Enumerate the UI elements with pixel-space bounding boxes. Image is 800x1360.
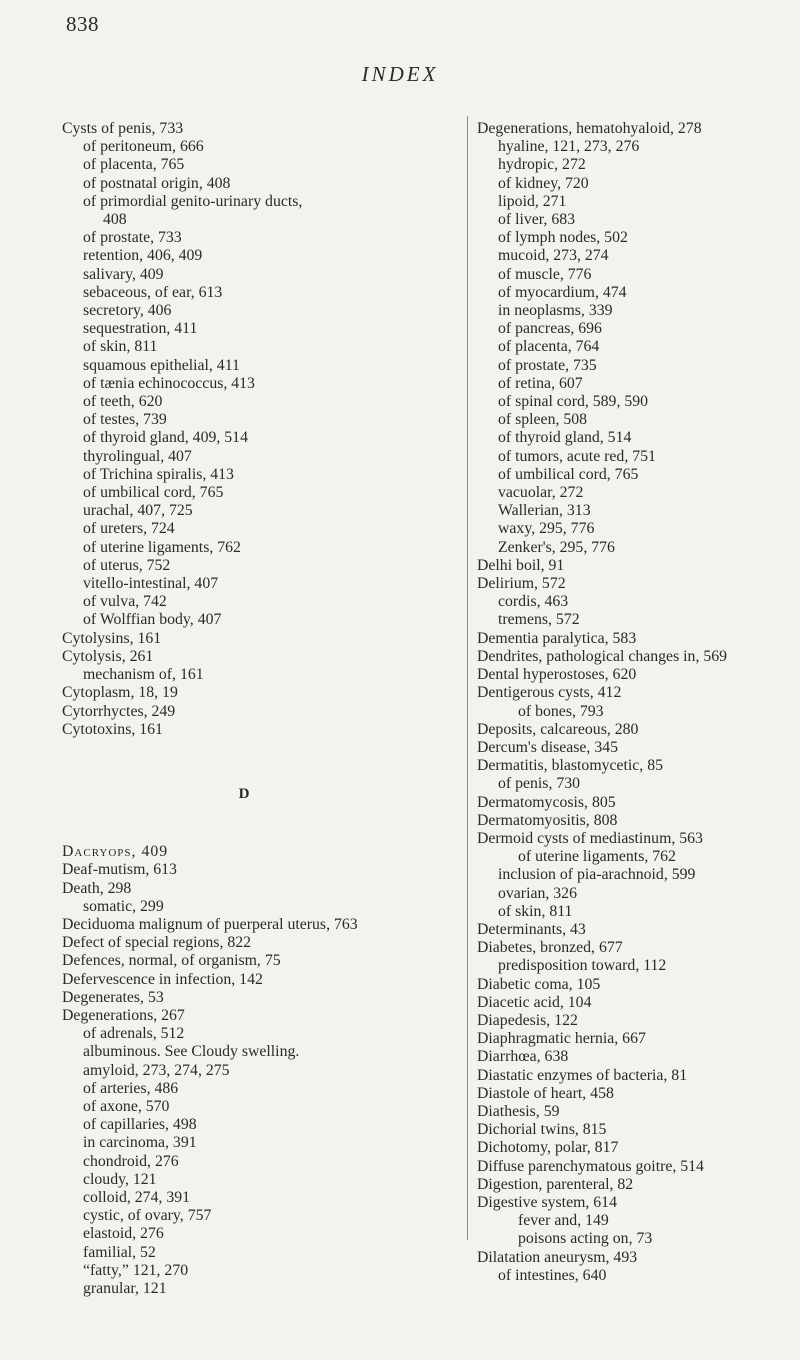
index-entry: of uterus, 752 (83, 556, 171, 574)
index-entry: cystic, of ovary, 757 (83, 1207, 212, 1225)
index-entry: Degenerations, hematohyaloid, 278 (477, 120, 702, 137)
index-entry: of testes, 739 (83, 411, 167, 429)
index-list-degenerations (477, 120, 782, 1285)
index-entry: Deaf-mutism, 613 (62, 861, 177, 879)
index-entry: of spinal cord, 589, 590 (498, 393, 649, 411)
index-entry: Diaphragmatic hernia, 667 (477, 1030, 646, 1048)
index-entry: Defervescence in infection, 142 (62, 970, 263, 988)
index-entry: of capillaries, 498 (83, 1116, 197, 1134)
page-number: 838 (66, 12, 99, 36)
index-entry: of adrenals, 512 (83, 1025, 185, 1043)
index-entry: Determinants, 43 (477, 920, 586, 938)
index-entry: hyaline, 121, 273, 276 (498, 138, 640, 156)
index-entry: Cytolysis, 261 (62, 647, 154, 665)
index-entry: Diacetic acid, 104 (477, 993, 592, 1011)
index-entry: Dendrites, pathological changes in, 569 (477, 647, 728, 665)
section-letter: D (238, 785, 250, 802)
index-entry: of uterine ligaments, 762 (83, 538, 241, 556)
index-list-d (62, 843, 446, 1298)
index-entry: cloudy, 121 (83, 1170, 157, 1188)
index-entry: Defences, normal, of organism, 75 (62, 952, 281, 970)
index-entry: fever and, 149 (518, 1212, 609, 1230)
index-entry: Cytoplasm, 18, 19 (62, 684, 178, 702)
index-entry: of primordial genito-urinary ducts, (83, 192, 303, 210)
index-entry: Dental hyperostoses, 620 (477, 666, 637, 684)
index-entry: of umbilical cord, 765 (83, 484, 224, 502)
index-entry: Dentigerous cysts, 412 (477, 684, 622, 702)
index-entry: “fatty,” 121, 270 (83, 1261, 189, 1279)
index-entry: Digestion, parenteral, 82 (477, 1175, 634, 1193)
index-entry: of arteries, 486 (83, 1079, 179, 1097)
index-entry: Dichorial twins, 815 (477, 1121, 607, 1139)
index-entry: Dacryops, 409 (62, 843, 169, 861)
index-entry: inclusion of pia-arachnoid, 599 (498, 866, 696, 884)
index-entry: Diapedesis, 122 (477, 1011, 578, 1029)
index-entry: of bones, 793 (518, 702, 604, 720)
index-entry: of prostate, 733 (83, 229, 182, 247)
index-entry: familial, 52 (83, 1243, 156, 1261)
index-entry: of vulva, 742 (83, 593, 167, 611)
index-entry: vitello-intestinal, 407 (83, 575, 219, 593)
index-entry: sequestration, 411 (83, 320, 198, 338)
running-head: INDEX (361, 62, 439, 86)
index-entry: of umbilical cord, 765 (498, 465, 639, 483)
index-entry: urachal, 407, 725 (83, 502, 193, 520)
index-entry: Dementia paralytica, 583 (477, 629, 637, 647)
index-entry: Cytolysins, 161 (62, 629, 162, 647)
index-entry: Cysts of penis, 733 (62, 120, 184, 137)
index-entry: albuminous. See Cloudy swelling. (83, 1043, 300, 1061)
index-entry: Dercum's disease, 345 (477, 738, 619, 756)
index-entry: poisons acting on, 73 (518, 1230, 653, 1248)
index-entry: waxy, 295, 776 (498, 520, 595, 538)
index-entry: of ureters, 724 (83, 520, 175, 538)
index-entry: Dichotomy, polar, 817 (477, 1139, 619, 1157)
index-entry: mucoid, 273, 274 (498, 247, 609, 265)
index-list-cysts (62, 120, 446, 739)
index-entry: lipoid, 271 (498, 192, 567, 210)
index-entry: Dermatomyositis, 808 (477, 811, 618, 829)
index-entry: Defect of special regions, 822 (62, 934, 252, 952)
index-entry: of teeth, 620 (83, 393, 163, 411)
index-entry: Diathesis, 59 (477, 1102, 560, 1120)
index-entry: salivary, 409 (83, 265, 164, 283)
index-entry: mechanism of, 161 (83, 666, 204, 684)
index-entry: of lymph nodes, 502 (498, 229, 628, 247)
index-entry: of postnatal origin, 408 (83, 174, 231, 192)
index-entry: Diabetic coma, 105 (477, 975, 601, 993)
index-entry: of prostate, 735 (498, 356, 597, 374)
index-entry: Cytorrhyctes, 249 (62, 702, 176, 720)
index-entry: vacuolar, 272 (498, 484, 584, 502)
index-entry: Degenerations, 267 (62, 1006, 185, 1024)
index-entry: Dermatitis, blastomycetic, 85 (477, 757, 664, 775)
index-entry: of thyroid gland, 409, 514 (83, 429, 248, 447)
index-entry: hydropic, 272 (498, 156, 586, 174)
index-entry: of placenta, 765 (83, 156, 185, 174)
index-entry: amyloid, 273, 274, 275 (83, 1061, 230, 1079)
index-entry: of muscle, 776 (498, 265, 592, 283)
index-entry: Diffuse parenchymatous goitre, 514 (477, 1157, 704, 1175)
index-entry: Dermoid cysts of mediastinum, 563 (477, 829, 703, 847)
index-entry: Diastatic enzymes of bacteria, 81 (477, 1066, 688, 1084)
index-entry: of axone, 570 (83, 1097, 170, 1115)
index-entry: of liver, 683 (498, 211, 576, 229)
index-entry: of thyroid gland, 514 (498, 429, 632, 447)
index-entry: in neoplasms, 339 (498, 302, 613, 320)
index-entry: cordis, 463 (498, 593, 569, 611)
index-entry: squamous epithelial, 411 (83, 356, 240, 374)
index-entry: 408 (103, 211, 127, 229)
index-entry: of Trichina spiralis, 413 (83, 465, 234, 483)
index-entry: Deposits, calcareous, 280 (477, 720, 639, 738)
index-entry: Degenerates, 53 (62, 988, 164, 1006)
index-entry: of skin, 811 (498, 902, 573, 920)
index-entry: of uterine ligaments, 762 (518, 848, 676, 866)
index-entry: colloid, 274, 391 (83, 1188, 191, 1206)
index-column-right (477, 120, 782, 1285)
index-entry: ovarian, 326 (498, 884, 577, 902)
index-entry: of placenta, 764 (498, 338, 600, 356)
index-entry: sebaceous, of ear, 613 (83, 283, 223, 301)
index-column-left (62, 120, 446, 1298)
index-entry: Diabetes, bronzed, 677 (477, 939, 623, 957)
index-entry: in carcinoma, 391 (83, 1134, 197, 1152)
index-entry: of intestines, 640 (498, 1266, 607, 1284)
index-entry: Deciduoma malignum of puerperal uterus, 763 (62, 915, 358, 933)
index-entry: thyrolingual, 407 (83, 447, 192, 465)
index-entry: of tumors, acute red, 751 (498, 447, 656, 465)
index-entry: granular, 121 (83, 1279, 167, 1297)
index-entry: of tænia echinococcus, 413 (83, 374, 255, 392)
column-divider (467, 116, 468, 1240)
index-entry: Death, 298 (62, 879, 132, 897)
index-entry: of pancreas, 696 (498, 320, 602, 338)
index-entry: tremens, 572 (498, 611, 580, 629)
index-entry: of Wolffian body, 407 (83, 611, 222, 629)
index-entry: of retina, 607 (498, 374, 583, 392)
index-entry: Diarrhœa, 638 (477, 1048, 569, 1066)
index-entry: Delirium, 572 (477, 575, 566, 593)
index-entry: Diastole of heart, 458 (477, 1084, 614, 1102)
index-entry: of kidney, 720 (498, 174, 589, 192)
index-entry: of skin, 811 (83, 338, 158, 356)
index-entry: secretory, 406 (83, 302, 172, 320)
index-entry: Dilatation aneurysm, 493 (477, 1248, 638, 1266)
index-entry: chondroid, 276 (83, 1152, 179, 1170)
index-entry: of penis, 730 (498, 775, 581, 793)
index-entry: retention, 406, 409 (83, 247, 203, 265)
index-entry: Delhi boil, 91 (477, 556, 565, 574)
index-entry: Zenker's, 295, 776 (498, 538, 615, 556)
index-entry: elastoid, 276 (83, 1225, 164, 1243)
index-entry: Wallerian, 313 (498, 502, 591, 520)
index-entry: of peritoneum, 666 (83, 138, 204, 156)
index-entry: somatic, 299 (83, 897, 164, 915)
index-entry: of spleen, 508 (498, 411, 588, 429)
index-entry: Cytotoxins, 161 (62, 720, 163, 738)
index-entry: Digestive system, 614 (477, 1193, 617, 1211)
index-entry: Dermatomycosis, 805 (477, 793, 616, 811)
index-entry: of myocardium, 474 (498, 283, 627, 301)
index-entry: predisposition toward, 112 (498, 957, 667, 975)
